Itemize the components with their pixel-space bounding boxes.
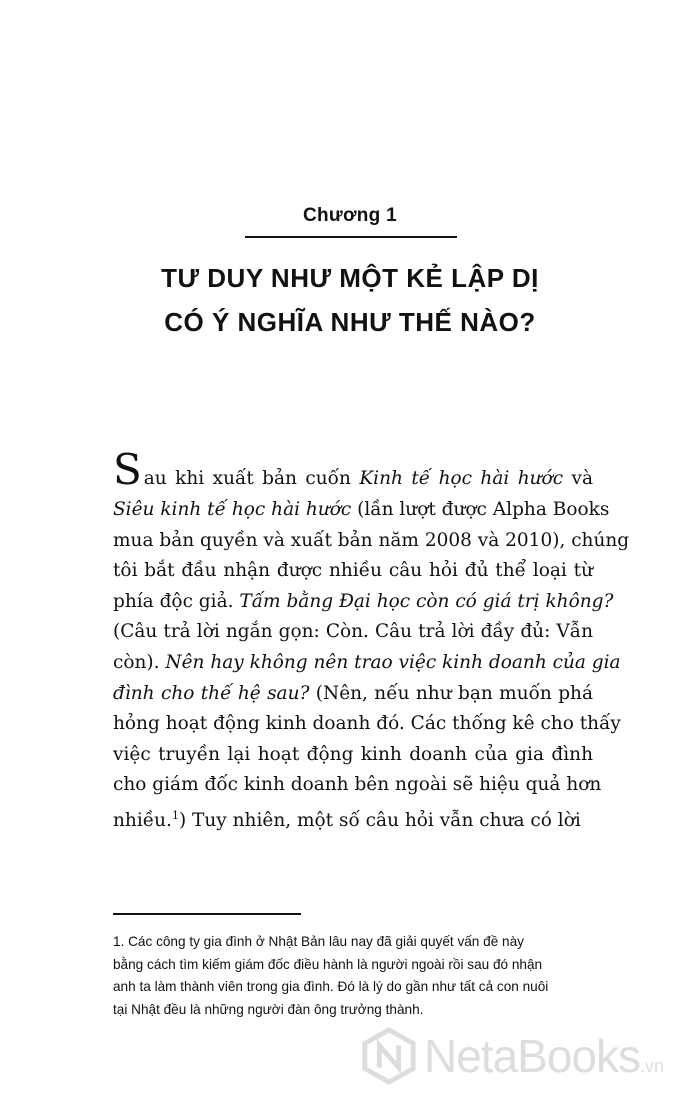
body-line (113, 556, 593, 587)
body-line (113, 587, 614, 618)
body-text-segment: (lần lượt được Alpha Books (351, 499, 610, 520)
body-text-segment: việc truyền lại hoạt động kinh doanh của gia đình (113, 743, 593, 765)
body-line-content (113, 526, 629, 557)
body-text-segment: tôi bắt đầu nhận được nhiều câu hỏi đủ thể loại từ (113, 560, 593, 582)
body-text-segment: (Câu trả lời ngắn gọn: Còn. Câu trả lời đầy đủ: Vẫn (113, 621, 593, 643)
body-line-content (113, 679, 593, 710)
footnote-line: bằng cách tìm kiếm giám đốc điều hành là người ngoài rồi sau đó nhận (113, 956, 543, 972)
chapter-label: Chương 1 (302, 205, 398, 226)
body-line-content (113, 801, 581, 832)
footnote (113, 931, 589, 1021)
body-text-segment: cho giám đốc kinh doanh bên ngoài sẽ hiệu quả hơn (113, 774, 602, 796)
body-line (113, 709, 621, 740)
body-line-content (113, 709, 621, 740)
body-line-content (113, 445, 593, 495)
chapter-title (0, 256, 700, 344)
body-text-segment: (Nên, nếu như bạn muốn phá (309, 682, 593, 704)
body-text-segment: nhiều. (113, 810, 172, 832)
footnote-line: tại Nhật đều là những người đàn ông trưởng thành. (113, 1001, 424, 1017)
body-line-content (113, 648, 621, 679)
body-line-content (113, 740, 593, 771)
body-text-segment: Tấm bằng Đại học còn có giá trị không? (239, 590, 614, 612)
body-line (113, 770, 602, 801)
body-line-content (113, 556, 593, 587)
body-line-content (113, 770, 601, 801)
watermark-text: NetaBooks (424, 1030, 641, 1082)
body-line (113, 445, 593, 495)
chapter-rule (245, 236, 457, 238)
body-text-segment: còn). (113, 651, 166, 673)
body-line (113, 801, 593, 832)
body-line (113, 740, 593, 771)
body-paragraph (113, 445, 630, 832)
body-text-segment: au khi xuất bản cuốn (143, 468, 360, 490)
body-text-segment: mua bản quyền và xuất bản năm 2008 và 2010), chúng (113, 529, 630, 551)
body-text-segment: Siêu kinh tế học hài hước (113, 499, 352, 520)
body-text-segment: ) Tuy nhiên, một số câu hỏi vẫn chưa có lời (178, 810, 581, 832)
body-line (113, 679, 593, 710)
chapter-title-line: CÓ Ý NGHĨA NHƯ THẾ NÀO? (164, 307, 536, 337)
netabooks-logo-icon (360, 1027, 418, 1085)
chapter-title-line: TƯ DUY NHƯ MỘT KẺ LẬP DỊ (161, 263, 539, 293)
body-line (113, 648, 621, 679)
body-text-segment: và (563, 468, 593, 490)
watermark (360, 1027, 664, 1085)
drop-cap: S (113, 445, 142, 495)
watermark-suffix: .vn (640, 1056, 665, 1076)
body-line-content (113, 587, 613, 618)
body-text-segment: hỏng hoạt động kinh doanh đó. Các thống kê cho thấy (113, 713, 621, 735)
body-text-segment: Kinh tế học hài hước (359, 468, 564, 490)
body-line-content (113, 617, 593, 648)
body-line (113, 526, 630, 557)
footnote-marker: 1 (171, 808, 179, 822)
body-line (113, 495, 610, 526)
footnote-rule (113, 913, 301, 915)
body-text-segment: Nên hay không nên trao việc kinh doanh của gia (165, 651, 621, 673)
body-line-content (113, 495, 609, 526)
footnote-line: anh ta làm thành viên trong gia đình. Đó là lý do gần như tất cả con nuôi (113, 979, 549, 994)
body-text-segment: đình cho thế hệ sau? (113, 682, 310, 704)
footnote-line: 1. Các công ty gia đình ở Nhật Bản lâu nay đã giải quyết vấn đề này (113, 934, 524, 949)
body-line (113, 617, 593, 648)
body-text-segment: phía độc giả. (113, 590, 240, 612)
